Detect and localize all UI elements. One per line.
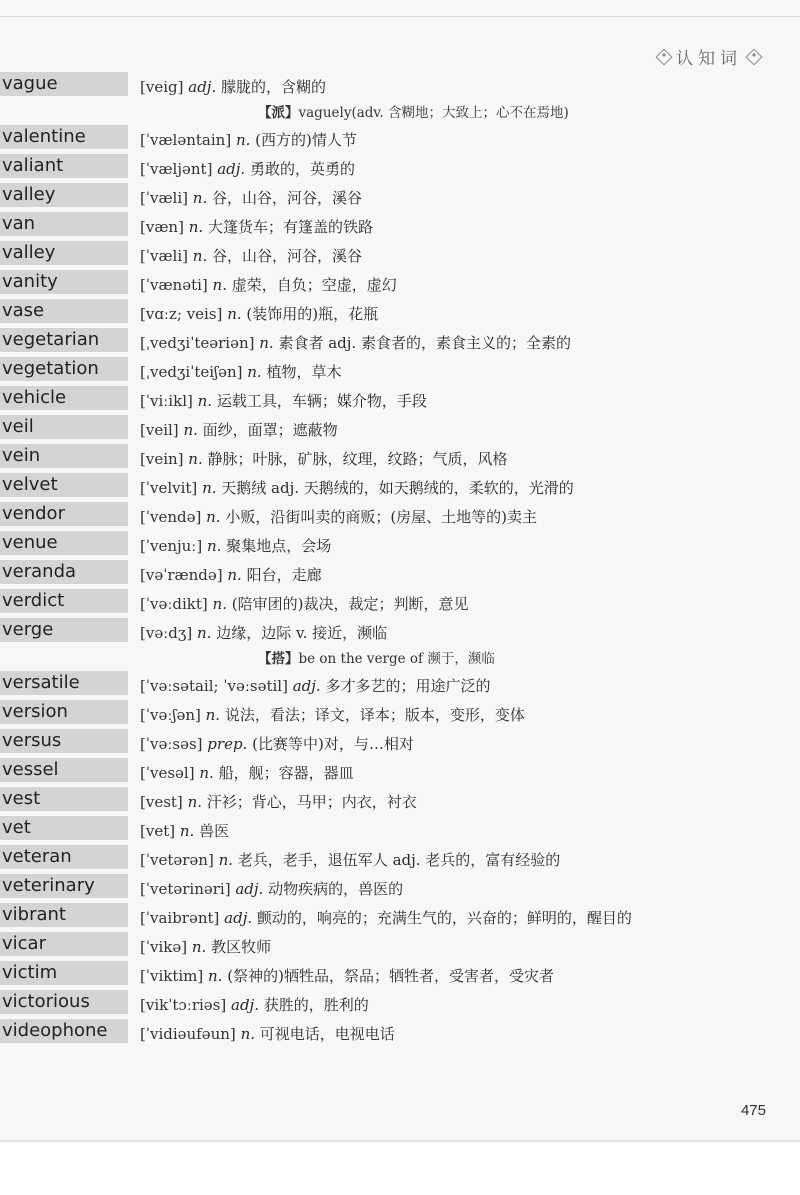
entry-pronunciation: [ˈvelvit] — [140, 479, 198, 497]
entry-headword: versus — [0, 729, 128, 753]
entry-note — [258, 101, 800, 125]
entry-meaning: 汗衫；背心，马甲；内衣，衬衣 — [206, 793, 417, 811]
entry-pronunciation: [ˈvæli] — [140, 247, 188, 265]
entry-part-of-speech: n. — [202, 479, 217, 497]
entry-definition — [140, 932, 680, 961]
vocabulary-entry — [0, 589, 800, 618]
entry-headword: vest — [0, 787, 128, 811]
vocabulary-entry — [0, 1019, 800, 1048]
entry-definition — [140, 328, 680, 357]
entry-headword: vet — [0, 816, 128, 840]
page-bottom-margin — [0, 1140, 800, 1195]
entry-meaning: 大篷货车；有篷盖的铁路 — [207, 218, 373, 236]
entry-headword: valentine — [0, 125, 128, 149]
entry-definition — [140, 560, 680, 589]
entry-row — [0, 874, 800, 903]
entry-row — [0, 386, 800, 415]
entry-pronunciation: [ˈvenjuː] — [140, 537, 203, 555]
entry-part-of-speech: n. — [212, 276, 227, 294]
entry-row — [0, 328, 800, 357]
entry-row — [0, 990, 800, 1019]
entry-definition — [140, 589, 680, 618]
entry-meaning: 静脉；叶脉，矿脉，纹理，纹路；气质，风格 — [207, 450, 508, 468]
entry-meaning: 动物疾病的，兽医的 — [268, 880, 404, 898]
entry-definition — [140, 816, 680, 845]
entry-headword: vegetation — [0, 357, 128, 381]
entry-definition — [140, 1019, 680, 1048]
vocabulary-entry — [0, 183, 800, 212]
entry-row — [0, 415, 800, 444]
entry-definition — [140, 444, 680, 473]
vocabulary-entry — [0, 212, 800, 241]
diamond-right-icon — [746, 48, 763, 65]
entry-row — [0, 357, 800, 386]
entry-part-of-speech: n. — [207, 537, 222, 555]
entry-pronunciation: [vəˈrændə] — [140, 566, 223, 584]
entry-definition — [140, 845, 680, 874]
vocabulary-entry — [0, 729, 800, 758]
entry-note-text: vaguely(adv. 含糊地；大致上；心不在焉地) — [298, 105, 569, 121]
entry-meaning: 面纱，面罩；遮蔽物 — [202, 421, 338, 439]
section-title — [658, 44, 760, 69]
entry-pronunciation: [ˈviktim] — [140, 967, 204, 985]
vocabulary-list — [0, 72, 800, 1048]
entry-row — [0, 444, 800, 473]
entry-row — [0, 299, 800, 328]
diamond-left-icon — [656, 48, 673, 65]
entry-part-of-speech: n. — [235, 131, 251, 149]
entry-part-of-speech: n. — [192, 247, 208, 265]
entry-meaning: 素食者 adj. 素食者的，素食主义的；全素的 — [278, 334, 571, 352]
entry-definition — [140, 874, 680, 903]
entry-pronunciation: [ˈvəːsəs] — [140, 735, 203, 753]
entry-pronunciation: [ˈvəːʃən] — [140, 706, 201, 724]
entry-part-of-speech: n. — [199, 764, 214, 782]
entry-row — [0, 961, 800, 990]
vocabulary-entry — [0, 618, 800, 671]
entry-definition — [140, 72, 680, 101]
vocabulary-entry — [0, 990, 800, 1019]
entry-row — [0, 787, 800, 816]
entry-meaning: 勇敢的，英勇的 — [249, 160, 355, 178]
entry-part-of-speech: adj. — [224, 909, 253, 927]
entry-definition — [140, 415, 680, 444]
vocabulary-entry — [0, 502, 800, 531]
entry-meaning: 获胜的，胜利的 — [263, 996, 369, 1014]
entry-meaning: 天鹅绒 adj. 天鹅绒的，如天鹅绒的，柔软的，光滑的 — [221, 479, 574, 497]
entry-row — [0, 125, 800, 154]
entry-part-of-speech: n. — [183, 421, 198, 439]
entry-pronunciation: [ˈvæləntain] — [140, 131, 232, 149]
vocabulary-entry — [0, 270, 800, 299]
entry-meaning: 教区牧师 — [211, 938, 272, 956]
vocabulary-entry — [0, 816, 800, 845]
entry-definition — [140, 758, 680, 787]
entry-headword: vague — [0, 72, 128, 96]
entry-headword: vanity — [0, 270, 128, 294]
entry-meaning: 兽医 — [199, 822, 230, 840]
entry-row — [0, 72, 800, 101]
entry-headword: victorious — [0, 990, 128, 1014]
entry-part-of-speech: adj. — [235, 880, 264, 898]
entry-pronunciation: [vet] — [140, 822, 176, 840]
entry-row — [0, 183, 800, 212]
entry-definition — [140, 531, 680, 560]
entry-part-of-speech: n. — [188, 450, 203, 468]
entry-meaning: 运载工具，车辆；媒介物，手段 — [216, 392, 427, 410]
page-number: 475 — [740, 1102, 766, 1119]
entry-definition — [140, 990, 680, 1019]
vocabulary-entry — [0, 125, 800, 154]
entry-row — [0, 1019, 800, 1048]
entry-definition — [140, 618, 680, 647]
entry-part-of-speech: n. — [187, 793, 202, 811]
entry-note-tag: 【派】 — [258, 105, 299, 121]
entry-pronunciation: [ˈvæli] — [140, 189, 188, 207]
entry-row — [0, 729, 800, 758]
entry-row — [0, 671, 800, 700]
entry-pronunciation: [ˈvænəti] — [140, 276, 208, 294]
entry-definition — [140, 729, 680, 758]
entry-pronunciation: [vəːdʒ] — [140, 624, 193, 642]
entry-definition — [140, 961, 680, 990]
entry-pronunciation: [ˈvesəl] — [140, 764, 195, 782]
entry-meaning: 植物，草木 — [266, 363, 342, 381]
vocabulary-entry — [0, 903, 800, 932]
entry-part-of-speech: adj. — [217, 160, 246, 178]
entry-meaning: 小贩，沿街叫卖的商贩；(房屋、土地等的)卖主 — [225, 508, 538, 526]
entry-row — [0, 502, 800, 531]
entry-part-of-speech: n. — [196, 624, 212, 642]
entry-pronunciation: [ˈvendə] — [140, 508, 202, 526]
entry-definition — [140, 241, 680, 270]
entry-meaning: (西方的)情人节 — [255, 131, 357, 149]
entry-headword: veranda — [0, 560, 128, 584]
entry-headword: victim — [0, 961, 128, 985]
entry-headword: valiant — [0, 154, 128, 178]
entry-part-of-speech: n. — [227, 305, 242, 323]
entry-note-text: be on the verge of 濒于，濒临 — [298, 651, 495, 667]
entry-meaning: 多才多艺的；用途广泛的 — [325, 677, 491, 695]
entry-part-of-speech: n. — [197, 392, 213, 410]
entry-pronunciation: [ˈvəːsətail; ˈvəːsətil] — [140, 677, 288, 695]
entry-definition — [140, 212, 680, 241]
entry-definition — [140, 787, 680, 816]
vocabulary-entry — [0, 874, 800, 903]
vocabulary-entry — [0, 787, 800, 816]
entry-row — [0, 473, 800, 502]
entry-headword: verge — [0, 618, 128, 642]
entry-row — [0, 241, 800, 270]
entry-headword: vessel — [0, 758, 128, 782]
entry-note-tag: 【搭】 — [258, 651, 299, 667]
vocabulary-entry — [0, 932, 800, 961]
entry-definition — [140, 299, 680, 328]
section-title-text: 认知词 — [676, 49, 742, 69]
entry-meaning: (祭神的)牺牲品，祭品；牺牲者，受害者，受灾者 — [227, 967, 554, 985]
entry-pronunciation: [ˈvaibrənt] — [140, 909, 220, 927]
entry-pronunciation: [vein] — [140, 450, 184, 468]
entry-part-of-speech: prep. — [207, 735, 248, 753]
entry-part-of-speech: n. — [218, 851, 234, 869]
entry-part-of-speech: n. — [240, 1025, 256, 1043]
entry-row — [0, 270, 800, 299]
vocabulary-entry — [0, 241, 800, 270]
entry-headword: versatile — [0, 671, 128, 695]
entry-meaning: 虚荣，自负；空虚，虚幻 — [231, 276, 397, 294]
entry-pronunciation: [væn] — [140, 218, 184, 236]
entry-meaning: 边缘，边际 v. 接近，濒临 — [216, 624, 388, 642]
entry-part-of-speech: adj. — [188, 78, 217, 96]
entry-meaning: 谷，山谷，河谷，溪谷 — [212, 247, 363, 265]
entry-headword: vegetarian — [0, 328, 128, 352]
entry-meaning: 阳台，走廊 — [246, 566, 322, 584]
entry-headword: vicar — [0, 932, 128, 956]
entry-headword: venue — [0, 531, 128, 555]
vocabulary-entry — [0, 473, 800, 502]
entry-pronunciation: [ˈvikə] — [140, 938, 188, 956]
entry-part-of-speech: n. — [191, 938, 207, 956]
entry-meaning: 朦胧的，含糊的 — [221, 78, 327, 96]
vocabulary-entry — [0, 758, 800, 787]
entry-definition — [140, 386, 680, 415]
entry-part-of-speech: n. — [227, 566, 242, 584]
entry-meaning: 说法，看法；译文，译本；版本，变形，变体 — [224, 706, 525, 724]
entry-meaning: (装饰用的)瓶，花瓶 — [246, 305, 379, 323]
entry-row — [0, 589, 800, 618]
vocabulary-entry — [0, 328, 800, 357]
entry-row — [0, 154, 800, 183]
entry-meaning: 聚集地点，会场 — [226, 537, 332, 555]
entry-headword: vendor — [0, 502, 128, 526]
vocabulary-entry — [0, 700, 800, 729]
entry-part-of-speech: n. — [259, 334, 274, 352]
entry-row — [0, 560, 800, 589]
entry-pronunciation: [vest] — [140, 793, 183, 811]
entry-pronunciation: [veil] — [140, 421, 179, 439]
entry-row — [0, 845, 800, 874]
entry-headword: van — [0, 212, 128, 236]
entry-meaning: 老兵，老手，退伍军人 adj. 老兵的，富有经验的 — [237, 851, 561, 869]
vocabulary-entry — [0, 444, 800, 473]
entry-definition — [140, 357, 680, 386]
entry-headword: velvet — [0, 473, 128, 497]
vocabulary-entry — [0, 415, 800, 444]
vocabulary-entry — [0, 845, 800, 874]
entry-row — [0, 903, 800, 932]
entry-definition — [140, 903, 680, 932]
entry-definition — [140, 473, 680, 502]
entry-headword: vehicle — [0, 386, 128, 410]
vocabulary-entry — [0, 961, 800, 990]
entry-pronunciation: [ˈvæljənt] — [140, 160, 213, 178]
header-rule — [0, 16, 800, 17]
entry-headword: videophone — [0, 1019, 128, 1043]
vocabulary-entry — [0, 357, 800, 386]
entry-part-of-speech: n. — [208, 967, 223, 985]
entry-row — [0, 758, 800, 787]
entry-part-of-speech: n. — [179, 822, 195, 840]
entry-pronunciation: [veig] — [140, 78, 184, 96]
entry-meaning: 船，舰；容器，器皿 — [218, 764, 354, 782]
entry-pronunciation: [ˌvedʒiˈteiʃən] — [140, 363, 243, 381]
entry-note — [258, 647, 800, 671]
entry-meaning: 颤动的，响亮的；充满生气的，兴奋的；鲜明的，醒目的 — [256, 909, 632, 927]
entry-meaning: (陪审团的)裁决，裁定；判断，意见 — [231, 595, 469, 613]
entry-pronunciation: [ˌvedʒiˈteəriən] — [140, 334, 255, 352]
vocabulary-entry — [0, 299, 800, 328]
entry-headword: veil — [0, 415, 128, 439]
entry-row — [0, 932, 800, 961]
vocabulary-entry — [0, 72, 800, 125]
entry-headword: vein — [0, 444, 128, 468]
vocabulary-entry — [0, 154, 800, 183]
entry-headword: version — [0, 700, 128, 724]
entry-definition — [140, 154, 680, 183]
entry-pronunciation: [ˈvetərən] — [140, 851, 214, 869]
entry-meaning: 谷，山谷，河谷，溪谷 — [212, 189, 363, 207]
entry-row — [0, 531, 800, 560]
entry-pronunciation: [vikˈtɔːriəs] — [140, 996, 227, 1014]
entry-headword: veterinary — [0, 874, 128, 898]
entry-row — [0, 618, 800, 647]
entry-pronunciation: [vɑːz; veis] — [140, 305, 223, 323]
entry-meaning: (比赛等中)对，与…相对 — [252, 735, 414, 753]
entry-definition — [140, 183, 680, 212]
entry-headword: vibrant — [0, 903, 128, 927]
entry-definition — [140, 700, 680, 729]
entry-headword: valley — [0, 241, 128, 265]
entry-definition — [140, 502, 680, 531]
vocabulary-entry — [0, 531, 800, 560]
entry-pronunciation: [ˈviːikl] — [140, 392, 193, 410]
entry-headword: veteran — [0, 845, 128, 869]
entry-part-of-speech: n. — [206, 508, 221, 526]
vocabulary-entry — [0, 671, 800, 700]
entry-pronunciation: [ˈvəːdikt] — [140, 595, 208, 613]
vocabulary-entry — [0, 386, 800, 415]
entry-definition — [140, 671, 680, 700]
vocabulary-entry — [0, 560, 800, 589]
entry-row — [0, 700, 800, 729]
entry-definition — [140, 125, 680, 154]
entry-part-of-speech: n. — [212, 595, 227, 613]
entry-headword: valley — [0, 183, 128, 207]
entry-part-of-speech: adj. — [231, 996, 259, 1014]
entry-pronunciation: [ˈvetərinəri] — [140, 880, 231, 898]
entry-part-of-speech: n. — [188, 218, 204, 236]
entry-meaning: 可视电话，电视电话 — [259, 1025, 395, 1043]
entry-headword: vase — [0, 299, 128, 323]
entry-row — [0, 212, 800, 241]
entry-part-of-speech: n. — [247, 363, 262, 381]
entry-part-of-speech: n. — [205, 706, 221, 724]
entry-definition — [140, 270, 680, 299]
entry-row — [0, 816, 800, 845]
entry-part-of-speech: adj. — [292, 677, 321, 695]
entry-part-of-speech: n. — [192, 189, 208, 207]
entry-pronunciation: [ˈvidiəufəun] — [140, 1025, 236, 1043]
entry-headword: verdict — [0, 589, 128, 613]
